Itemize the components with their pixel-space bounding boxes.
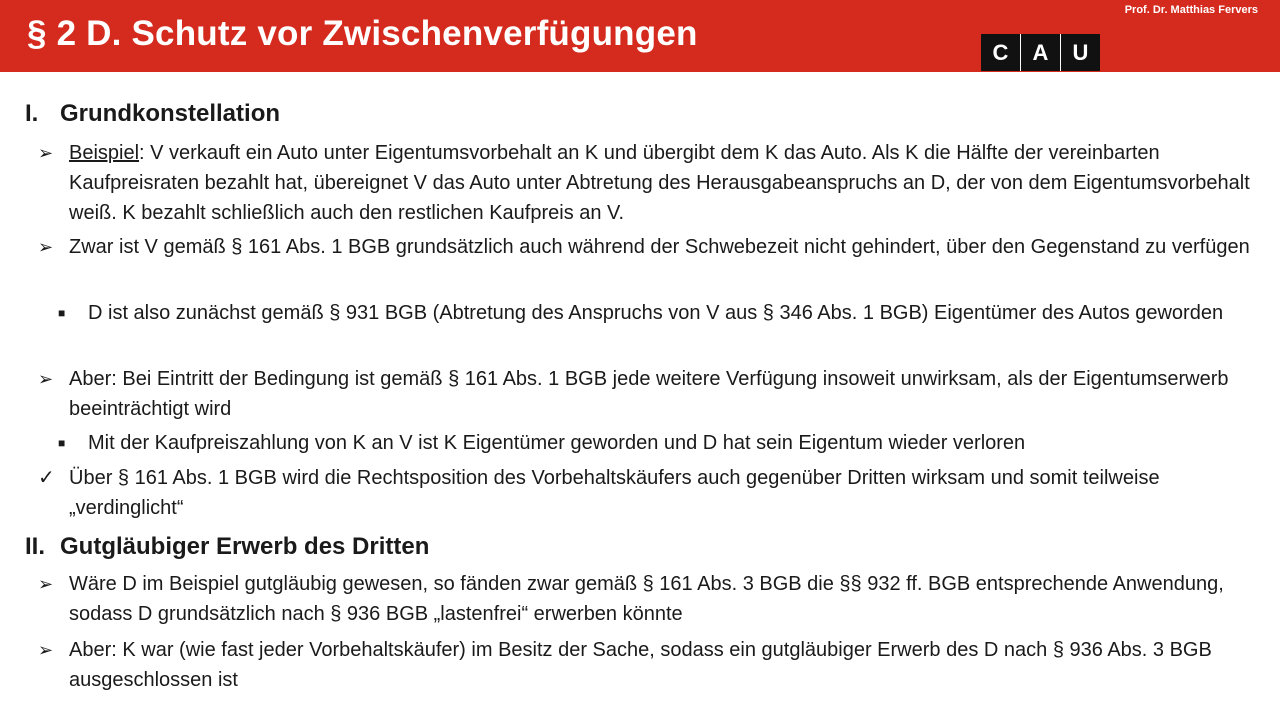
arrow-bullet-icon: ➢: [38, 237, 54, 257]
section-heading-1: [25, 100, 280, 128]
author-label: Prof. Dr. Matthias Fervers: [1124, 4, 1258, 16]
slide-header: [0, 0, 1280, 72]
logo-letter-a: A: [1020, 34, 1060, 71]
section-number: II.: [25, 533, 46, 560]
logo-letter-u: U: [1060, 34, 1100, 71]
list-item: Mit der Kaufpreiszahlung von K an V ist K Eigentümer geworden und D hat sein Eigentum wieder verloren: [88, 432, 1026, 454]
cau-logo: [981, 34, 1100, 71]
list-item: Aber: K war (wie fast jeder Vorbehaltskäufer) im Besitz der Sache, sodass ein gutgläubiger Erwerb des D nach § 936 Abs. 3 BGB ausgeschlossen ist: [69, 639, 1212, 691]
logo-letter-c: C: [992, 39, 1009, 65]
list-item: D ist also zunächst gemäß § 931 BGB (Abtretung des Anspruchs von V aus § 346 Abs. 1 BGB) Eigentümer des Autos geworden: [88, 302, 1224, 324]
arrow-bullet-icon: ➢: [38, 369, 54, 389]
section-heading-2: [25, 533, 429, 561]
arrow-bullet-icon: ➢: [38, 143, 54, 163]
list-item: Aber: Bei Eintritt der Bedingung ist gemäß § 161 Abs. 1 BGB jede weitere Verfügung insoweit unwirksam, als der Eigentumserwerb beeinträchtigt wird: [69, 368, 1229, 420]
square-bullet-icon: ■: [58, 436, 66, 450]
section-title: Gutgläubiger Erwerb des Dritten: [60, 533, 430, 560]
list-item: Zwar ist V gemäß § 161 Abs. 1 BGB grundsätzlich auch während der Schwebezeit nicht gehindert, über den Gegenstand zu verfügen: [69, 236, 1250, 258]
slide-title: § 2 D. Schutz vor Zwischenverfügungen: [27, 14, 698, 53]
arrow-bullet-icon: ➢: [38, 574, 54, 594]
list-item: Wäre D im Beispiel gutgläubig gewesen, so fänden zwar gemäß § 161 Abs. 3 BGB die §§ 932 ff. BGB entsprechende Anwendung, sodass D grundsätzlich nach § 936 BGB „lastenfrei“ erwerben könnte: [69, 573, 1224, 625]
arrow-bullet-icon: ➢: [38, 640, 54, 660]
section-title: Grundkonstellation: [60, 100, 281, 127]
item-text: : V verkauft ein Auto unter Eigentumsvorbehalt an K und übergibt dem K das Auto. Als K die Hälfte der vereinbarten Kaufpreisraten bezahlt hat, übereignet V das Auto unter Abtretung des Herausgabeanspruchs an D, der von dem Eigentumsvorbehalt weiß. K bezahlt schließlich auch den restlichen Kaufpreis an V.: [69, 142, 1250, 224]
list-item: [69, 138, 1259, 228]
list-item: Über § 161 Abs. 1 BGB wird die Rechtsposition des Vorbehaltskäufers auch gegenüber Dritten wirksam und somit teilweise „verdinglicht“: [69, 467, 1160, 519]
check-bullet-icon: ✓: [38, 467, 55, 489]
square-bullet-icon: ■: [58, 306, 66, 320]
example-label: Beispiel: [69, 142, 140, 164]
section-number: I.: [25, 100, 39, 127]
